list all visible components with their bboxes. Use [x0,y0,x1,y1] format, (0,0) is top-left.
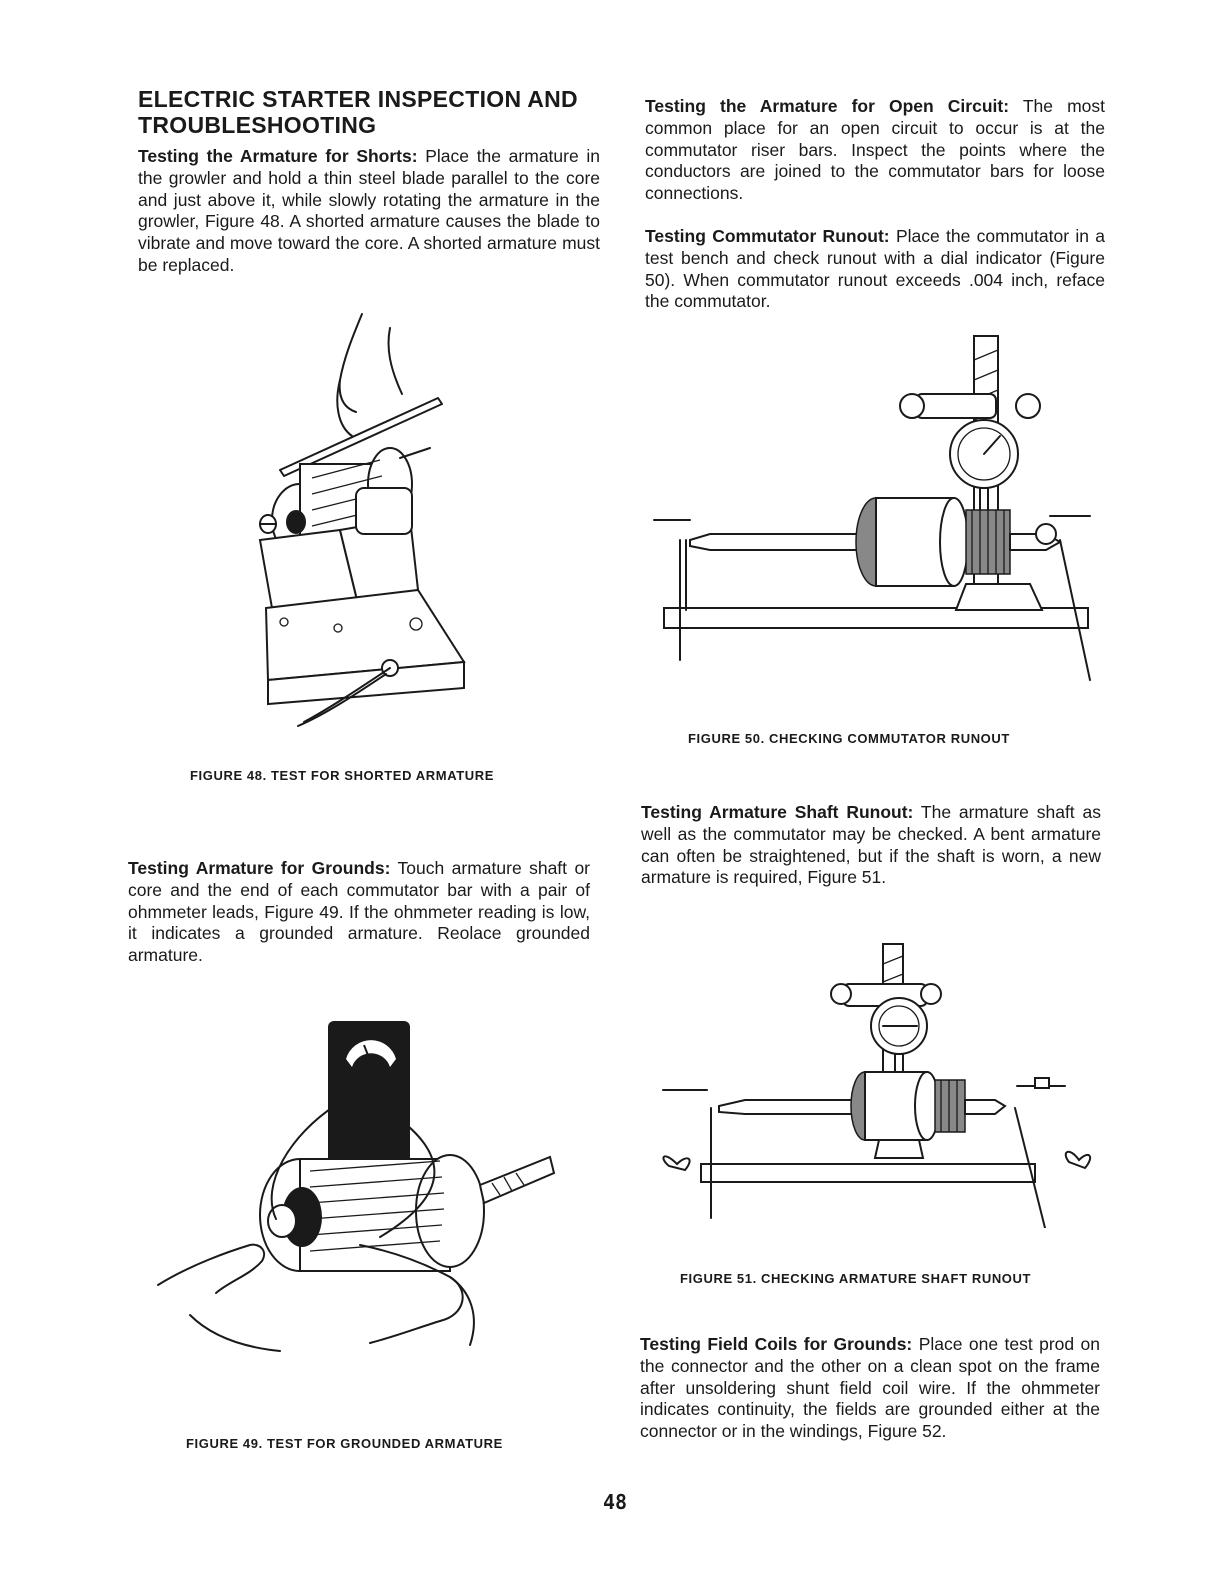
figure-48-growler-illustration [240,308,480,728]
paragraph-heading: Testing Commutator Runout: [645,226,890,246]
paragraph-body: Place the commutator in a test bench and check runout with a dial indicator (Figure 50). When commutator runout exceeds .004 inch, reface the commutator. [645,226,1105,312]
paragraph-heading: Testing Field Coils for Grounds: [640,1334,913,1354]
paragraph-heading: Testing the Armature for Open Circuit: [645,96,1010,116]
paragraph-heading: Testing Armature Shaft Runout: [641,802,914,822]
paragraph-body: Place one test prod on the connector and the other on a clean spot on the frame after unsoldering shunt field coil wire. If the ohmmeter indicates continuity, the fields are grounded either at the connector or in the windings, Figure 52. [640,1334,1100,1442]
paragraph-body: Touch armature shaft or core and the end of each commutator bar with a pair of ohmmeter leads, Figure 49. If the ohmmeter reading is low, it indicates a grounded armature. Reolace grounded armature. [128,858,591,966]
figure-48-caption: FIGURE 48. TEST FOR SHORTED ARMATURE [190,768,495,783]
page-number: 48 [602,1490,628,1514]
paragraph-body: The most common place for an open circuit to occur is at the commutator riser bars. Inspect the points where the conductors are joined to the commutator bars for loose connections. [645,96,1105,204]
figure-51-test-bench-illustration [655,928,1095,1228]
section-title: ELECTRIC STARTER INSPECTION AND TROUBLESHOOTING [138,86,578,138]
paragraph-body: Place the armature in the growler and hold a thin steel blade parallel to the core and just above it, while slowly rotating the armature in the growler, Figure 48. A shorted armature causes the blade to vibrate and move toward the core. A shorted armature must be replaced. [138,146,600,275]
paragraph-open-circuit [645,96,1105,205]
paragraph-commutator-runout [645,226,1105,313]
paragraph-field-coils [640,1334,1100,1443]
paragraph-armature-grounds [128,858,590,967]
paragraph-body: The armature shaft as well as the commutator may be checked. A bent armature can often be straightened, but if the shaft is worn, a new armature is required, Figure 51. [641,802,1101,888]
figure-50-test-bench-illustration [650,330,1100,690]
paragraph-heading: Testing the Armature for Shorts: [138,146,418,166]
figure-49-caption: FIGURE 49. TEST FOR GROUNDED ARMATURE [186,1436,503,1451]
paragraph-heading: Testing Armature for Grounds: [128,858,391,878]
paragraph-armature-shorts [138,146,600,277]
paragraph-shaft-runout [641,802,1101,889]
figure-50-caption: FIGURE 50. CHECKING COMMUTATOR RUNOUT [688,731,1010,746]
figure-51-caption: FIGURE 51. CHECKING ARMATURE SHAFT RUNOUT [680,1271,1032,1286]
figure-49-ohmmeter-illustration [150,1015,570,1365]
